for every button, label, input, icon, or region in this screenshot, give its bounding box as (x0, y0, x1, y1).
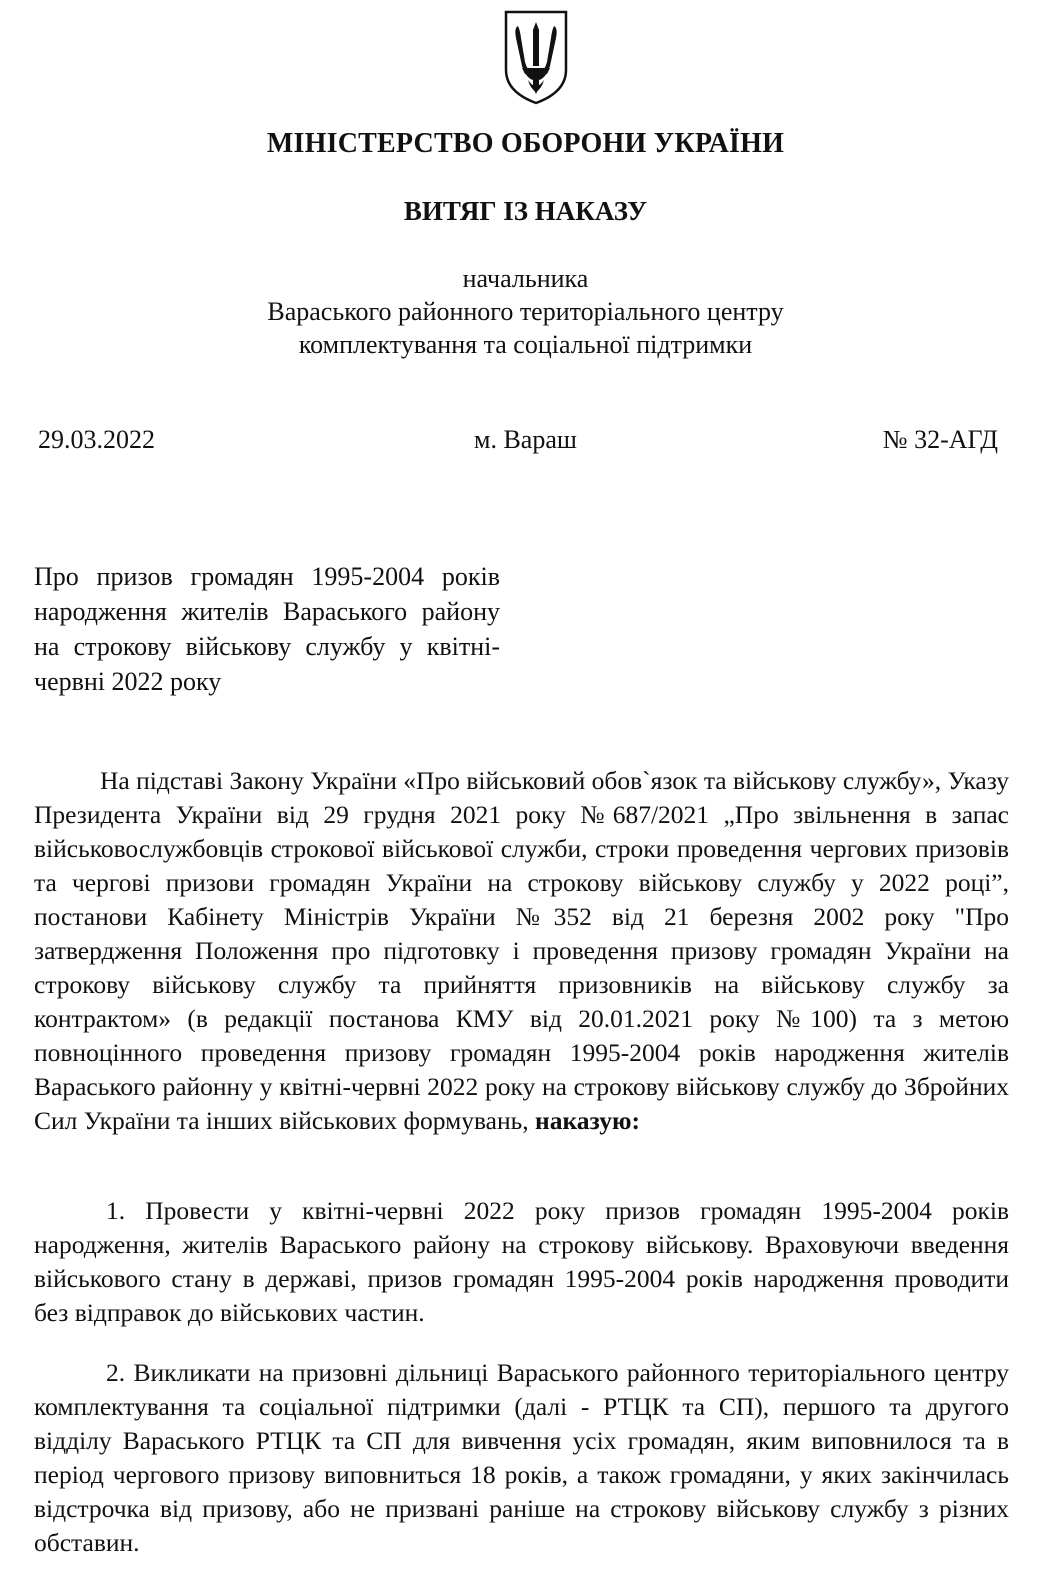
document-type: ВИТЯГ ІЗ НАКАЗУ (403, 196, 648, 226)
coat-of-arms-icon (500, 8, 572, 106)
issuer-line: Вараського районного територіального центру (267, 297, 784, 326)
order-item-1: 1. Провести у квітні-червні 2022 року призов громадян 1995-2004 років народження, жителів Вараського району на строкову військову. Враховуючи введення військового стану в державі, призов громадян 1995-2004 років народження проводити без відправок до військових частин. (34, 1196, 1009, 1327)
issuer-block (0, 262, 1051, 361)
document-meta-row (38, 425, 998, 459)
preamble-paragraph (34, 764, 1009, 1138)
document-date: 29.03.2022 (38, 425, 155, 454)
document-place: м. Вараш (474, 425, 577, 454)
order-item-2: 2. Викликати на призовні дільниці Вараського районного територіального центру комплектування та соціальної підтримки (далі - РТЦК та СП), першого та другого відділу Вараського РТЦК та СП для вивчення усіх громадян, яким виповнилося та в період чергового призову виповниться 18 років, а також громадяни, у яких закінчилась відстрочка від призову, або не призвані раніше на строкову військову службу з різних обставин. (34, 1358, 1009, 1557)
order-subject: Про призов громадян 1995-2004 років народження жителів Вараського району на строкову військову службу у квітні-червні 2022 року (34, 562, 500, 696)
order-keyword: наказую: (535, 1106, 640, 1135)
issuer-line: начальника (462, 264, 589, 293)
issuer-line: комплектування та соціальної підтримки (298, 330, 753, 359)
preamble-text: На підставі Закону України «Про військовий обов`язок та військову службу», Указу Президента України від 29 грудня 2021 року №687/2021 „Про звільнення в запас військовослужбовців строкової військової служби, строки проведення чергових призовів та чергові призови громадян України на строкову військову службу у 2022 році”, постанови Кабінету Міністрів України №352 від 21 березня 2002 року "Про затвердження Положення про підготовку і проведення призову громадян України на строкову військову службу та прийняття призовників на військову службу за контрактом» (в редакції постанова КМУ від 20.01.2021 року №100) та з метою повноцінного проведення призову громадян 1995-2004 років народження жителів Вараського районну у квітні-червні 2022 року на строкову військову службу до Збройних Сил України та інших військових формувань, (34, 766, 1009, 1135)
document-number: № 32-АГД (882, 425, 998, 454)
ministry-title: МІНІСТЕРСТВО ОБОРОНИ УКРАЇНИ (266, 128, 785, 159)
